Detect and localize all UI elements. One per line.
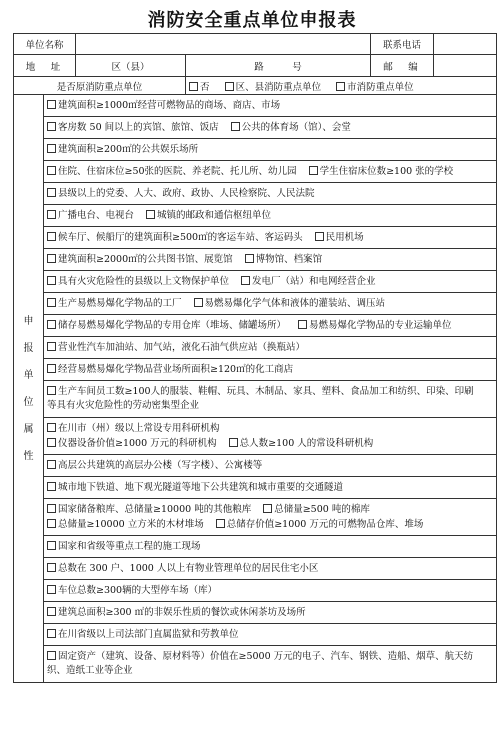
category-option[interactable] [298,318,452,333]
unit-name-label: 单位名称 [14,34,76,55]
category-option-label: 仪器设备价值≥1000 万元的科研机构 [58,438,217,449]
checkbox-icon [47,519,56,528]
phone-label: 联系电话 [371,34,434,55]
category-option-label: 广播电台、电视台 [58,210,135,221]
category-option-label: 总人数≥100 人的常设科研机构 [239,438,374,449]
checkbox-icon [189,82,198,91]
category-option[interactable] [216,517,424,532]
category-option[interactable] [231,120,351,135]
category-row [44,293,497,315]
category-option-label: 城镇的邮政和通信枢纽单位 [157,210,272,221]
checkbox-icon [47,607,56,616]
category-option-label: 公共的体育场（馆）、会堂 [241,122,351,133]
category-option-label: 总储量≥500 吨的棉库 [274,504,370,515]
category-option[interactable] [194,296,386,311]
category-option-label: 生产易燃易爆化学物品的工厂 [58,298,182,309]
option-city-key-unit[interactable]: 市消防重点单位 [336,79,414,93]
category-option-label: 建筑总面积≥300 ㎡的非娱乐性质的餐饮或休闲茶坊及场所 [58,607,306,618]
category-side-label [14,95,44,683]
category-option[interactable] [47,436,217,451]
category-option-label: 县级以上的党委、人大、政府、政协、人民检察院、人民法院 [58,188,315,199]
road-field[interactable]: 路 号 [186,55,371,77]
category-row [44,337,497,359]
checkbox-icon [263,504,272,513]
checkbox-icon [47,541,56,550]
category-side-char: 报 [23,342,34,354]
address-label: 地 址 [14,55,76,77]
category-list [14,95,497,683]
option-district-key-unit[interactable]: 区、县消防重点单位 [225,79,322,93]
category-option-label: 国家和省级等重点工程的施工现场 [58,541,201,552]
category-row [44,271,497,293]
category-option-label: 具有火灾危险性的县级以上文物保护单位 [58,276,230,287]
category-option-label: 学生住宿床位数≥100 张的学校 [319,166,454,177]
category-row [44,477,497,499]
category-side-char: 属 [23,423,34,435]
category-row [44,95,497,117]
category-row [44,183,497,205]
checkbox-icon [47,563,56,572]
category-row [44,139,497,161]
original-unit-options [186,77,497,95]
checkbox-icon [47,144,56,153]
category-row [44,249,497,271]
checkbox-icon [47,504,56,513]
category-row [44,315,497,337]
checkbox-icon [47,438,56,447]
checkbox-icon [309,166,318,175]
checkbox-icon [47,254,56,263]
checkbox-icon [47,482,56,491]
checkbox-icon [47,342,56,351]
category-option-label: 发电厂（站）和电网经营企业 [252,276,376,287]
category-side-char: 申 [23,315,34,327]
category-option[interactable] [315,230,364,245]
category-option[interactable] [309,164,454,179]
category-option[interactable] [47,385,481,413]
checkbox-icon [146,210,155,219]
category-option[interactable] [47,230,303,245]
category-option-label: 博物馆、档案馆 [255,254,323,265]
category-option-label: 营业性汽车加油站、加气站，液化石油气供应站（换瓶站） [58,342,306,353]
checkbox-icon [47,188,56,197]
category-row [44,227,497,249]
category-option[interactable] [146,208,271,223]
form-title: 消防安全重点单位申报表 [147,10,357,31]
category-option[interactable] [47,605,306,620]
category-option[interactable] [47,502,251,517]
category-option-label: 候车厅、候船厅的建筑面积≥500㎡的客运车站、客运码头 [58,232,303,243]
checkbox-icon [47,210,56,219]
category-option[interactable] [47,340,305,355]
unit-name-field[interactable] [76,34,371,55]
checkbox-icon [47,460,56,469]
district-field[interactable]: 区（县） [76,55,186,77]
category-row [44,381,497,418]
category-option-label: 易燃易爆化学物品的专业运输单位 [309,320,452,331]
category-option[interactable] [47,296,182,311]
checkbox-icon [298,320,307,329]
category-option-label: 在川省级以上司法部门直属监狱和劳教单位 [58,629,239,640]
checkbox-icon [47,386,56,395]
category-option-label: 在川市（州）级以上常设专用科研机构 [58,423,220,434]
category-option-label: 客房数 50 间以上的宾馆、旅馆、饭店 [58,122,219,133]
postcode-field[interactable] [434,55,497,77]
category-option[interactable] [229,436,374,451]
category-option[interactable] [47,458,262,473]
category-row [44,499,497,536]
category-side-char: 位 [23,396,34,408]
phone-field[interactable] [434,34,497,55]
category-row [44,117,497,139]
checkbox-icon [229,438,238,447]
checkbox-icon [47,585,56,594]
category-option[interactable] [47,650,481,678]
checkbox-icon [47,166,56,175]
category-side-char: 单 [23,369,34,381]
category-option[interactable] [47,164,297,179]
category-option[interactable] [47,627,239,642]
checkbox-icon [47,651,56,660]
category-option[interactable] [47,274,229,289]
category-option[interactable] [47,480,343,495]
checkbox-icon [194,298,203,307]
category-option-label: 住院、住宿床位≥50张的医院、养老院、托儿所、幼儿园 [58,166,297,177]
checkbox-icon [47,298,56,307]
category-option[interactable] [47,362,293,377]
category-row [44,558,497,580]
category-option-label: 生产车间员工数≥100人的服装、鞋帽、玩具、木制品、家具、塑料、食品加工和纺织、印染、印刷等具有火灾危险性的劳动密集型企业 [47,386,474,411]
checkbox-icon [216,519,225,528]
checkbox-icon [315,232,324,241]
category-row [44,624,497,646]
category-option[interactable] [47,98,280,113]
checkbox-icon [231,122,240,131]
category-side-char: 性 [23,450,34,462]
category-row [44,455,497,477]
original-unit-label: 是否原消防重点单位 [14,77,186,95]
category-option[interactable] [47,517,204,532]
category-option-label: 经营易燃易爆化学物品营业场所面积≥120㎡的化工商店 [58,364,294,375]
category-option[interactable] [245,252,323,267]
category-option[interactable] [47,583,217,598]
category-option[interactable] [263,502,370,517]
checkbox-icon [225,82,234,91]
checkbox-icon [47,364,56,373]
category-option-label: 建筑面积≥1000㎡经营可燃物品的商场、商店、市场 [58,100,281,111]
application-form [13,33,497,683]
category-row [44,418,497,455]
category-option-label: 易燃易爆化学气体和液体的灌装站、调压站 [204,298,386,309]
category-option[interactable] [47,421,220,436]
category-option[interactable] [241,274,376,289]
checkbox-icon [47,320,56,329]
category-option[interactable] [47,561,318,576]
category-option-label: 城市地下铁道、地下观光隧道等地下公共建筑和城市重要的交通隧道 [58,482,344,493]
checkbox-icon [47,276,56,285]
category-option-label: 总储存价值≥1000 万元的可燃物品仓库、堆场 [226,519,424,530]
checkbox-icon [47,122,56,131]
option-no[interactable]: 否 [189,79,210,93]
category-option[interactable] [47,186,315,201]
category-option-label: 总储量≥10000 立方米的木材堆场 [58,519,204,530]
category-option[interactable] [47,252,233,267]
category-option-label: 车位总数≥300辆的大型停车场（库） [58,585,218,596]
category-option-label: 建筑面积≥2000㎡的公共图书馆、展览馆 [58,254,233,265]
checkbox-icon [47,232,56,241]
category-option-label: 高层公共建筑的高层办公楼（写字楼）、公寓楼等 [58,460,263,471]
checkbox-icon [336,82,345,91]
category-row [44,536,497,558]
category-option-label: 建筑面积≥200㎡的公共娱乐场所 [58,144,199,155]
category-option-label: 固定资产（建筑、设备、原材料等）价值在≥5000 万元的电子、汽车、钢铁、造船、烟草、航天纺织、造纸工业等企业 [47,651,474,676]
category-option[interactable] [47,208,134,223]
category-row [44,359,497,381]
category-row [44,580,497,602]
category-option[interactable] [47,142,198,157]
checkbox-icon [47,100,56,109]
category-row [44,602,497,624]
category-row [44,205,497,227]
category-option-label: 国家储备粮库、总储量≥10000 吨的其他粮库 [58,504,252,515]
category-option-label: 民用机场 [325,232,364,243]
checkbox-icon [47,423,56,432]
category-option-label: 总数在 300 户、1000 人以上有物业管理单位的居民住宅小区 [58,563,319,574]
checkbox-icon [47,629,56,638]
postcode-label: 邮 编 [371,55,434,77]
category-row [44,161,497,183]
checkbox-icon [245,254,254,263]
category-option-label: 储存易燃易爆化学物品的专用仓库（堆场、储罐场所） [58,320,287,331]
category-option[interactable] [47,539,201,554]
checkbox-icon [241,276,250,285]
category-option[interactable] [47,318,286,333]
category-option[interactable] [47,120,219,135]
category-row [44,646,497,683]
